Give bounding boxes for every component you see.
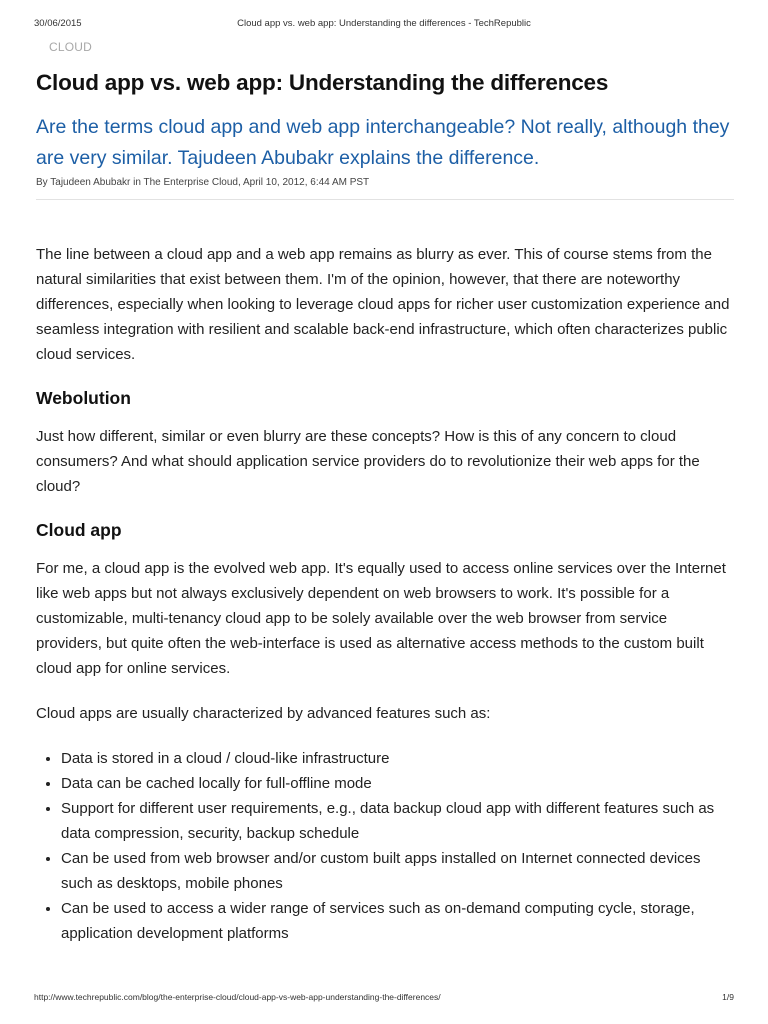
section-heading-webolution: Webolution [36, 388, 131, 408]
article-subtitle: Are the terms cloud app and web app interchangeable? Not really, although they are very similar. Tajudeen Abubakr explains the difference. [36, 116, 730, 169]
print-date: 30/06/2015 [34, 18, 82, 29]
list-item: • Can be used to access a wider range of services such as on-demand computing cycle, storage, application development platforms [61, 896, 732, 946]
divider [36, 199, 734, 200]
features-list [36, 746, 732, 946]
page-number: 1/9 [722, 992, 734, 1002]
article-body [36, 242, 732, 946]
article-title: Cloud app vs. web app: Understanding the differences [36, 70, 609, 95]
list-item: • Support for different user requirements, e.g., data backup cloud app with different features such as data compression, security, backup schedule [61, 796, 732, 846]
webolution-paragraph: Just how different, similar or even blurry are these concepts? How is this of any concern to cloud consumers? And what should application service providers do to revolutionize their web apps for the cloud? [36, 428, 700, 495]
section-heading-cloud-app: Cloud app [36, 520, 122, 540]
print-header [34, 18, 734, 32]
list-item: • Data is stored in a cloud / cloud-like infrastructure [61, 746, 732, 771]
print-page-title: Cloud app vs. web app: Understanding the differences - TechRepublic [237, 18, 531, 29]
list-item: • Data can be cached locally for full-offline mode [61, 771, 732, 796]
page-url: http://www.techrepublic.com/blog/the-enterprise-cloud/cloud-app-vs-web-app-understanding-the-differences/ [34, 992, 441, 1002]
print-footer [34, 992, 734, 1006]
features-intro-paragraph: Cloud apps are usually characterized by advanced features such as: [36, 705, 491, 722]
list-item: • Can be used from web browser and/or custom built apps installed on Internet connected devices such as desktops, mobile phones [61, 846, 732, 896]
intro-paragraph: The line between a cloud app and a web app remains as blurry as ever. This of course stems from the natural similarities that exist between them. I'm of the opinion, however, that there are noteworthy differences, especially when looking to leverage cloud apps for richer user customization experience and seamless integration with resilient and scalable back-end infrastructure, which often characterizes public cloud services. [36, 246, 730, 363]
category-link[interactable]: CLOUD [49, 40, 93, 54]
cloud-app-paragraph: For me, a cloud app is the evolved web app. It's equally used to access online services over the Internet like web apps but not always exclusively dependent on web browsers to work. It's possible for a customizable, multi-tenancy cloud app to be solely available over the web browser from service providers, but quite often the web-interface is used as alternative access methods to the custom built cloud app for online services. [36, 560, 726, 677]
article-byline: By Tajudeen Abubakr in The Enterprise Cloud, April 10, 2012, 6:44 AM PST [36, 177, 370, 188]
